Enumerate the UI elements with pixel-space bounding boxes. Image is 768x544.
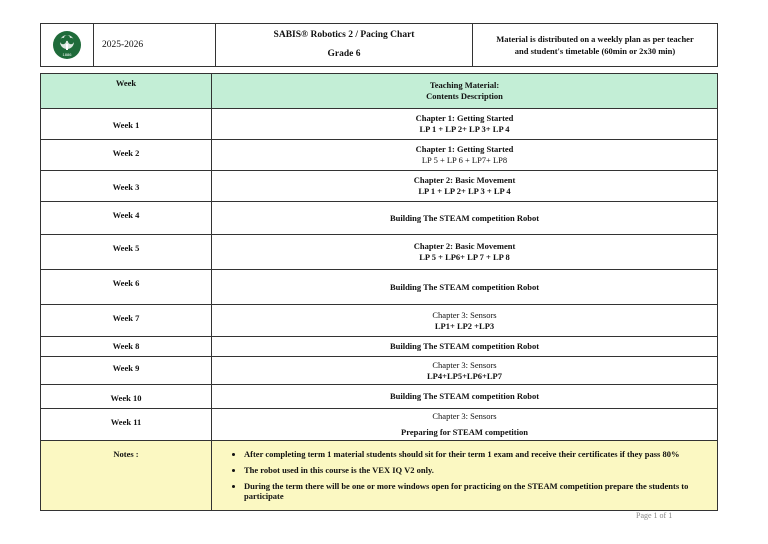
notes-list — [226, 449, 713, 501]
table-row — [41, 171, 718, 202]
content-cell: Chapter 3: Sensors LP1+ LP2 +LP3 — [212, 305, 718, 337]
svg-text:1886: 1886 — [62, 52, 72, 57]
week-column-header: Week — [41, 74, 212, 109]
week-cell: Week 4 — [41, 202, 212, 235]
table-row — [41, 385, 718, 409]
material-column-header: Teaching Material: Contents Description — [212, 74, 718, 109]
table-row — [41, 140, 718, 171]
school-year: 2025-2026 — [94, 24, 216, 66]
week-cell: Week 5 — [41, 235, 212, 270]
logo-cell — [41, 24, 94, 66]
notes-row — [41, 441, 718, 511]
table-header-row — [41, 74, 718, 109]
distribution-note — [473, 24, 717, 66]
document-title — [216, 24, 473, 66]
note-item: • During the term there will be one or more windows open for practicing on the STEAM competition prepare the students to participate — [244, 481, 713, 501]
table-row — [41, 409, 718, 441]
note-line-2: and student's timetable (60min or 2x30 min) — [514, 46, 676, 56]
week-cell: Week 9 — [41, 357, 212, 385]
note-item: • The robot used in this course is the VEX IQ V2 only. — [244, 465, 713, 475]
week-cell: Week 6 — [41, 270, 212, 305]
table-row — [41, 305, 718, 337]
notes-label: Notes : — [41, 441, 212, 511]
table-row — [41, 109, 718, 140]
content-cell: Building The STEAM competition Robot — [212, 270, 718, 305]
content-cell: Chapter 2: Basic Movement LP 1 + LP 2+ LP 3 + LP 4 — [212, 171, 718, 202]
notes-content — [212, 441, 718, 511]
content-cell: Building The STEAM competition Robot — [212, 385, 718, 409]
table-row — [41, 270, 718, 305]
week-cell: Week 2 — [41, 140, 212, 171]
week-cell: Week 7 — [41, 305, 212, 337]
content-cell: Chapter 1: Getting Started LP 5 + LP 6 + LP7+ LP8 — [212, 140, 718, 171]
week-cell: Week 10 — [41, 385, 212, 409]
table-row — [41, 337, 718, 357]
week-cell: Week 3 — [41, 171, 212, 202]
content-cell: Chapter 1: Getting Started LP 1 + LP 2+ LP 3+ LP 4 — [212, 109, 718, 140]
content-cell: Chapter 3: Sensors LP4+LP5+LP6+LP7 — [212, 357, 718, 385]
note-line-1: Material is distributed on a weekly plan as per teacher — [496, 34, 694, 44]
sabis-tree-logo-icon — [52, 30, 82, 60]
document-header — [40, 23, 718, 67]
week-cell: Week 1 — [41, 109, 212, 140]
note-item: • After completing term 1 material students should sit for their term 1 exam and receive their certificates if they pass 80% — [244, 449, 713, 459]
content-cell: Building The STEAM competition Robot — [212, 202, 718, 235]
content-cell: Chapter 3: Sensors Preparing for STEAM competition — [212, 409, 718, 441]
title-line-1: SABIS® Robotics 2 / Pacing Chart — [273, 30, 415, 40]
content-cell: Chapter 2: Basic Movement LP 5 + LP6+ LP 7 + LP 8 — [212, 235, 718, 270]
page-number: Page 1 of 1 — [636, 511, 673, 520]
table-row — [41, 202, 718, 235]
title-line-2: Grade 6 — [327, 49, 361, 59]
table-row — [41, 235, 718, 270]
content-cell: Building The STEAM competition Robot — [212, 337, 718, 357]
week-cell: Week 8 — [41, 337, 212, 357]
week-cell: Week 11 — [41, 409, 212, 441]
pacing-table — [40, 73, 718, 511]
table-row — [41, 357, 718, 385]
